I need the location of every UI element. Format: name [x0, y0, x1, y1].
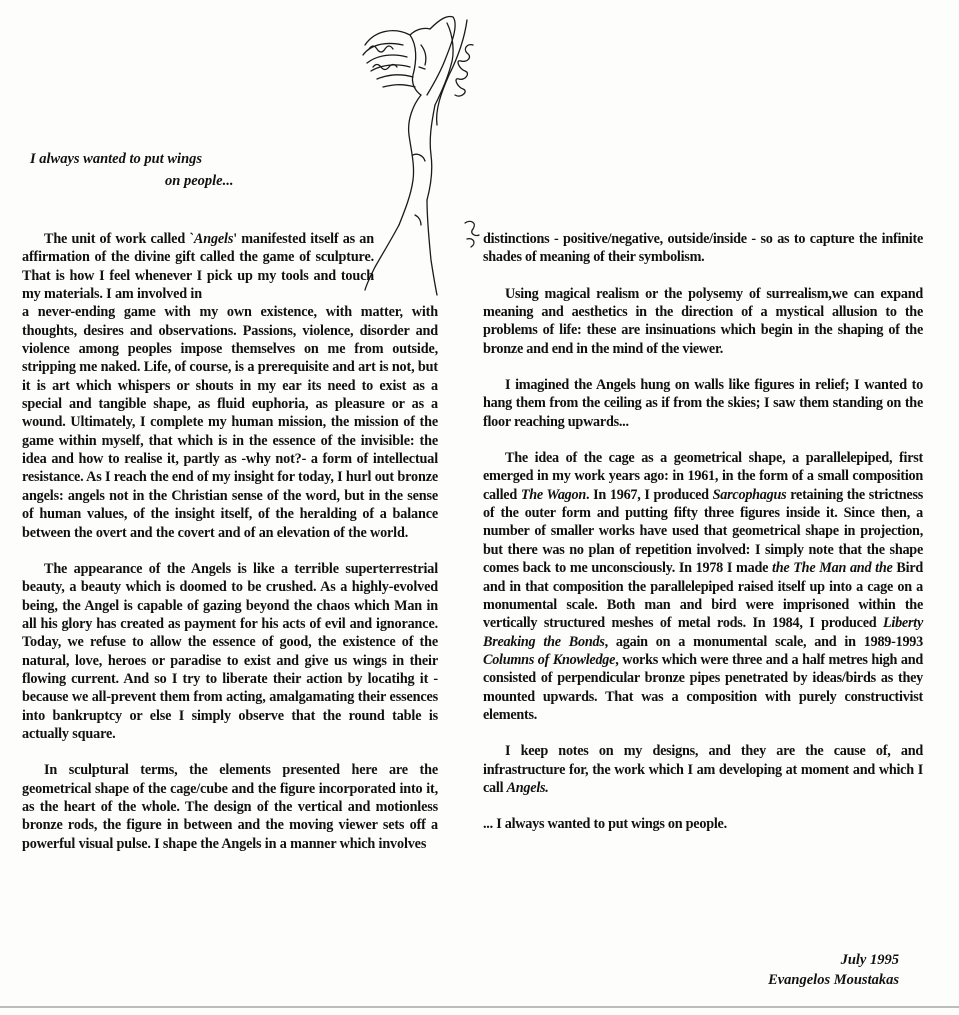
p1-text-a: The unit of work called `	[44, 231, 194, 247]
p4-title-man-bird: the The Man and the	[772, 560, 893, 577]
signature-author: Evangelos Moustakas	[768, 972, 899, 988]
left-column	[22, 230, 438, 871]
p5-text: I keep notes on my designs, and they are the cause of, and infrastructure for, the work which I am developing at moment and which I call	[483, 743, 923, 796]
p4-text-f: , works which were three and a half metres high and consisted of perpendicular bronze pipes penetrated by ideas/birds as they mounted upwards. That was a composition with purely constructivist elements.	[483, 651, 923, 723]
p4-text-b: . In 1967, I produced	[586, 486, 713, 503]
p1-text-b: ' manifested itself	[233, 231, 339, 247]
p4-text-e: , again on a monumental scale, and in 1989-1993	[604, 633, 923, 650]
signature-block	[768, 950, 899, 990]
p5-emphasis: Angels.	[506, 779, 549, 796]
right-paragraph-6: ... I always wanted to put wings on people.	[483, 816, 727, 833]
p4-title-columns: Columns of Knowledge	[483, 651, 616, 668]
p1-text-rest: a never-ending game with my own existence, with matter, with thoughts, desires and observations. Passions, violence, disorder and violence among peoples impose themselves on me from outside, stripping me naked. Life, of course, is a prerequisite and art is not, but it is art which whispers or shouts in my ear its need to exist as a special and tangible shape, as fluid euphoria, as pleasure or as a wound. Ultimately, I complete my human mission, the mission of the game within myself, that which is in the essence of the invisible: the idea and how to realise it, partly as -why not?- a form of intellectual resistance. As I reach the end of my insight for today, I hurl out bronze angels: angels not in the Christian sense of the word, but in the sense of human values, of the insight itself, of the heralding of a balance between the overt and the covert and of an elevation of the world.	[22, 304, 439, 541]
p1-emphasis: Angels	[193, 231, 234, 247]
right-column	[483, 230, 923, 852]
p1-text-narrow: as an affirmation of the divine gift called the game of sculpture. That is how I feel whenever I pick up my tools and touch my materials. I am involved in	[22, 231, 374, 303]
p4-text-a: The idea of the cage as a geometrical shape, a parallelepiped, first emerged in my work years ago: in 1961, in the form of a small composition called	[483, 450, 923, 503]
right-paragraph-1: distinctions - positive/negative, outside/inside - so as to capture the infinite shades of meaning of their symbolism.	[483, 231, 923, 266]
p4-text-c: retaining the strictness of the outer form and putting fifty three figures inside it. Since then, a number of smaller works have used that geometrical shape in projection, but there was no plan of repetition involved: I simply note that the shape comes back to me unconsciously. In 1978 I made	[483, 486, 923, 577]
p4-title-liberty: Liberty Breaking the Bonds	[483, 615, 923, 650]
right-paragraph-3: I imagined the Angels hung on walls like figures in relief; I wanted to hang them from the ceiling as if from the skies; I saw them standing on the floor reaching upwards...	[483, 377, 923, 430]
right-paragraph-2: Using magical realism or the polysemy of surrealism,we can expand meaning and aesthetics in the direction of a mystical allusion to the problems of life: these are insinuations which begin in the shaping of the bronze and end in the mind of the viewer.	[483, 285, 923, 357]
epigraph	[30, 148, 270, 192]
left-paragraph-1	[22, 230, 438, 542]
epigraph-line-1: I always wanted to put wings	[30, 151, 203, 167]
right-paragraph-4	[483, 449, 923, 724]
right-paragraph-5	[483, 742, 923, 797]
signature-date: July 1995	[840, 952, 899, 968]
epigraph-line-2: on people...	[165, 173, 234, 189]
p4-title-sarcophagus: Sarcophagus	[712, 486, 787, 503]
left-paragraph-2: The appearance of the Angels is like a terrible superterrestrial beauty, a beauty which is doomed to be crushed. As a highly-evolved being, the Angel is capable of gazing beyond the chaos which Man in all his glory has created as payment for his acts of evil and ignorance. Today, we refuse to allow the essence of good, the existence of the natural, love, heroes or paradise to exist and give us wings in their flowing current. And so I try to liberate their action by locatihg it -because we all-prevent them from acting, amalgamating their essences into bankruptcy or else I simply observe that the round table is actually square.	[22, 560, 438, 742]
left-paragraph-3: In sculptural terms, the elements presented here are the geometrical shape of the cage/cube and the figure incorporated into it, as the heart of the whole. The design of the vertical and motionless bronze rods, the figure in between and the moving viewer sets off a powerful visual pulse. I shape the Angels in a manner which involves	[22, 762, 438, 852]
page-bottom-divider	[0, 1006, 959, 1008]
p4-text-d: Bird and in that composition the parallelepiped raised itself up into a cage on a monumental scale. Both man and bird were imprisoned within the vertically structured meshes of metal rods. In 1984, I produced	[483, 560, 924, 632]
p4-title-wagon: The Wagon	[520, 486, 586, 503]
